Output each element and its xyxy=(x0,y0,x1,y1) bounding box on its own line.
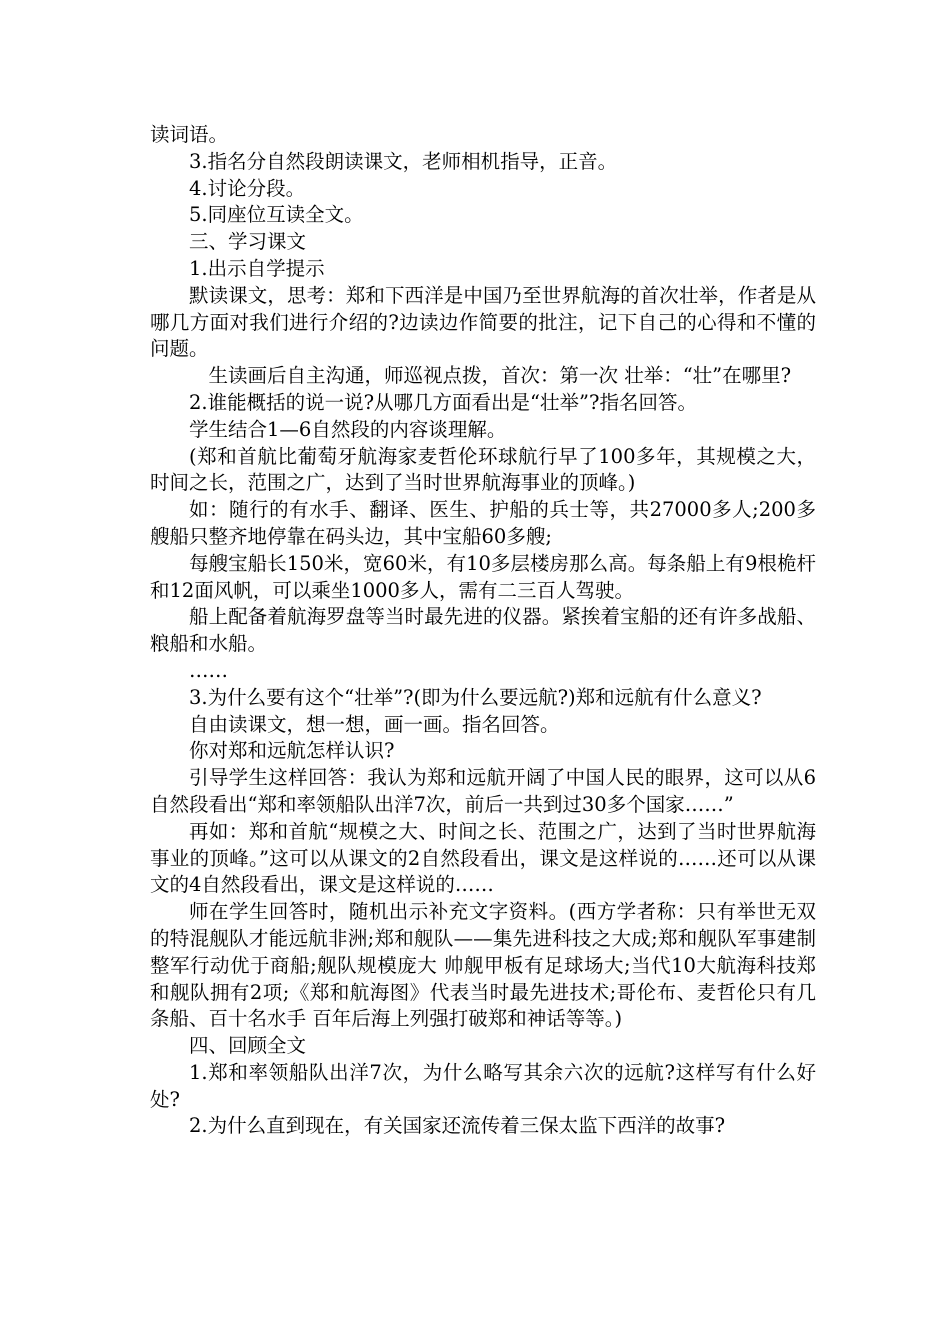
paragraph-14: 船上配备着航海罗盘等当时最先进的仪器。紧挨着宝船的还有许多战船、粮船和水船。 xyxy=(150,605,816,656)
paragraph-15: …… xyxy=(189,658,228,682)
paragraph-24: 2.为什么直到现在，有关国家还流传着三保太监下西洋的故事? xyxy=(189,1114,726,1138)
paragraph-23: 1.郑和率领船队出洋7次，为什么略写其余六次的远航?这样写有什么好处? xyxy=(150,1060,816,1111)
paragraph-11: (郑和首航比葡萄牙航海家麦哲伦环球航行早了100多年，其规模之大，时间之长，范围之广，达到了当时世界航海事业的顶峰。) xyxy=(150,444,816,495)
paragraph-10: 学生结合1—6自然段的内容谈理解。 xyxy=(189,417,507,441)
paragraph-6: 1.出示自学提示 xyxy=(189,256,325,280)
section-heading-3: 三、学习课文 xyxy=(189,230,307,254)
document-page xyxy=(150,122,816,1140)
paragraph-9: 2.谁能概括的说一说?从哪几方面看出是“壮举”?指名回答。 xyxy=(189,390,697,414)
section-heading-4: 四、回顾全文 xyxy=(189,1034,307,1058)
paragraph-3: 4.讨论分段。 xyxy=(189,176,306,200)
paragraph-1: 读词语。 xyxy=(150,123,229,146)
paragraph-18: 你对郑和远航怎样认识? xyxy=(189,739,395,763)
paragraph-7: 默读课文，思考：郑和下西洋是中国乃至世界航海的首次壮举，作者是从哪几方面对我们进行介绍的?边读边作简要的批注，记下自己的心得和不懂的问题。 xyxy=(150,283,816,361)
paragraph-13: 每艘宝船长150米，宽60米，有10多层楼房那么高。每条船上有9根桅杆和12面风帆，可以乘坐1000多人，需有二三百人驾驶。 xyxy=(150,551,816,602)
paragraph-20: 再如：郑和首航“规模之大、时间之长、范围之广，达到了当时世界航海事业的顶峰。”这可以从课文的2自然段看出，课文是这样说的……还可以从课文的4自然段看出，课文是这样说的…… xyxy=(150,819,816,897)
paragraph-8: 生读画后自主沟通，师巡视点拨，首次：第一次 壮举：“壮”在哪里? xyxy=(208,364,792,388)
paragraph-19: 引导学生这样回答：我认为郑和远航开阔了中国人民的眼界，这可以从6自然段看出“郑和率领船队出洋7次，前后一共到过30多个国家……” xyxy=(150,766,816,816)
paragraph-16: 3.为什么要有这个“壮举”?(即为什么要远航?)郑和远航有什么意义? xyxy=(189,685,762,709)
paragraph-12: 如：随行的有水手、翻译、医生、护船的兵士等，共27000多人;200多艘船只整齐地停靠在码头边，其中宝船60多艘; xyxy=(150,498,816,548)
paragraph-2: 3.指名分自然段朗读课文，老师相机指导，正音。 xyxy=(189,149,618,173)
paragraph-17: 自由读课文，想一想，画一画。指名回答。 xyxy=(189,712,560,736)
paragraph-4: 5.同座位互读全文。 xyxy=(189,203,364,227)
paragraph-21: 师在学生回答时，随机出示补充文字资料。(西方学者称：只有举世无双的特混舰队才能远航非洲;郑和舰队——集先进科技之大成;郑和舰队军事建制 整军行动优于商船;舰队规模庞大 帅舰甲板有足球场大;当代10大航海科技郑和舰队拥有2项;《郑和航海图》代表当时最先进技术;哥伦布、麦哲伦只有几条船、百十名水手 百年后海上列强打破郑和神话等等。) xyxy=(150,900,816,1031)
